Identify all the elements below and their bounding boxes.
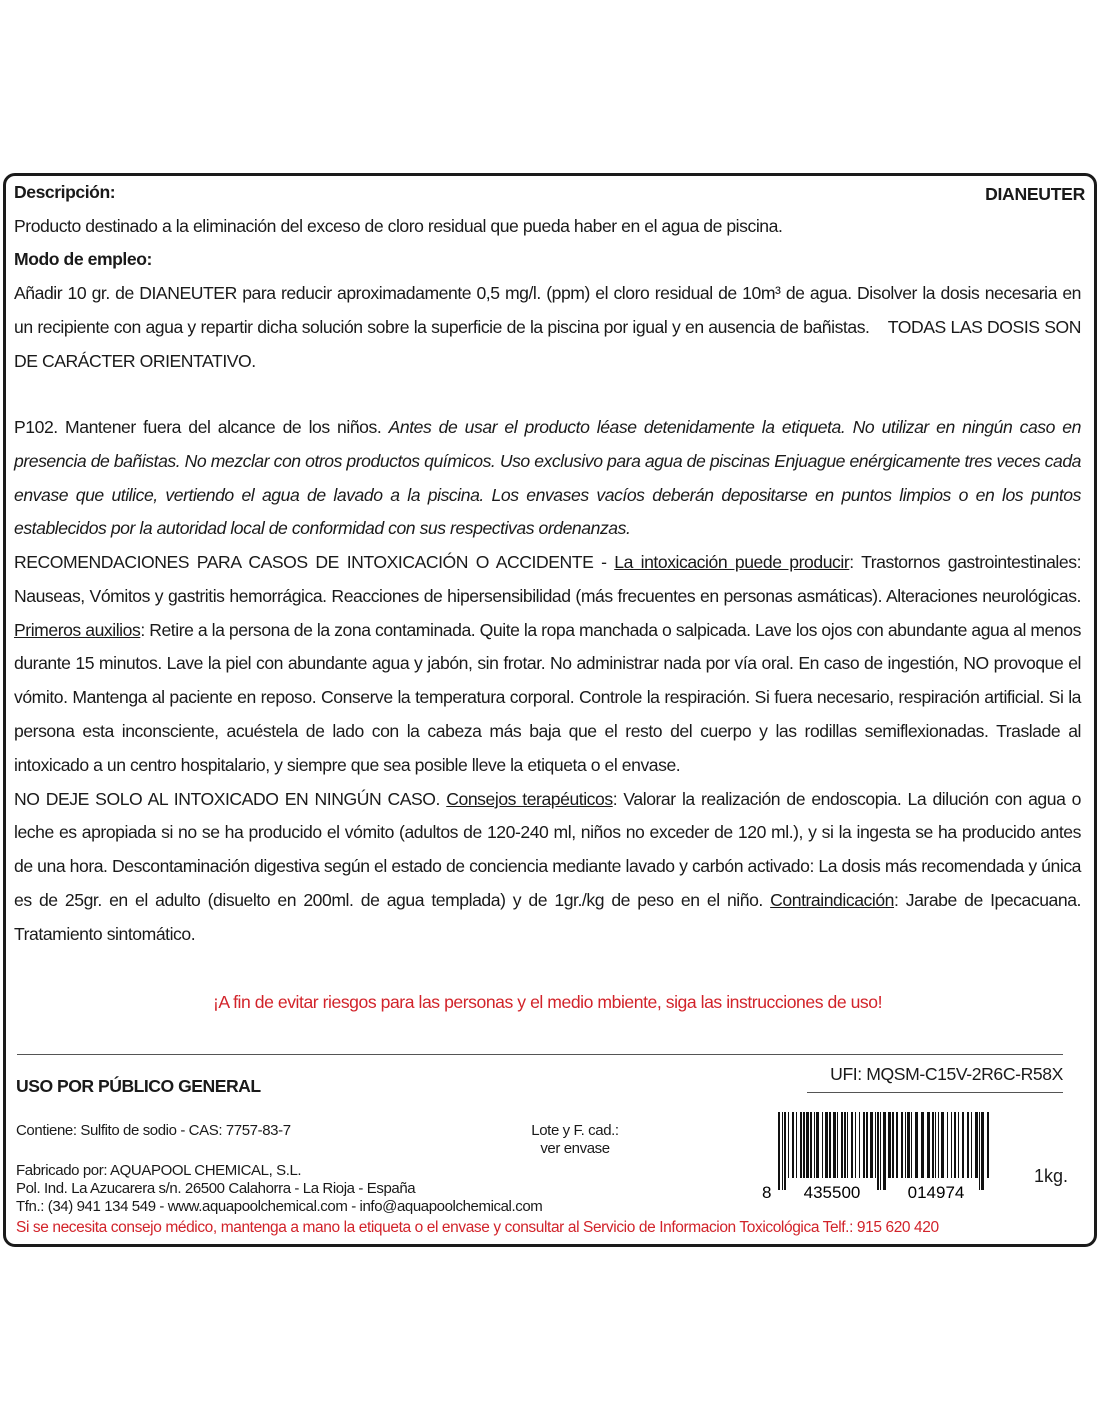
rec-intro: RECOMENDACIONES PARA CASOS DE INTOXICACIÓN O ACCIDENTE - bbox=[14, 552, 615, 572]
barcode-bar bbox=[870, 1112, 873, 1178]
barcode-bar bbox=[841, 1112, 843, 1178]
public-use: USO POR PÚBLICO GENERAL bbox=[16, 1076, 261, 1096]
manufacturer bbox=[16, 1162, 542, 1216]
rec-heading-therapeutic: Consejos terapéuticos bbox=[446, 788, 613, 809]
barcode-bar bbox=[796, 1112, 797, 1178]
lot-value: ver envase bbox=[540, 1140, 610, 1157]
description-text: Producto destinado a la eliminación del exceso de cloro residual que pueda haber en el agua de piscina. bbox=[14, 216, 783, 236]
barcode-bar bbox=[962, 1112, 964, 1178]
barcode-bar bbox=[888, 1112, 891, 1178]
barcode-bar bbox=[938, 1112, 939, 1178]
safety-italic: Antes de usar el producto léase detenidamente la etiqueta. No utilizar en ningún caso en presencia de bañistas. No mezclar con otros productos químicos. Uso exclusivo para agua de piscinas Enjuague enérgicamente tres veces cada envase que utilice, vertiendo el agua de lavado a la piscina. Los envases vacíos deberán depositarse en puntos limpios o en los puntos establecidos por la autoridad local de conformidad con sus respectivas ordenanzas. bbox=[14, 417, 1081, 539]
barcode-bar bbox=[803, 1112, 805, 1178]
lot-label: Lote y F. cad.: bbox=[531, 1122, 619, 1139]
net-weight: 1kg. bbox=[1034, 1166, 1069, 1186]
contains-text: Contiene: Sulfito de sodio - CAS: 7757-83-7 bbox=[16, 1122, 291, 1139]
description-title: Descripción: bbox=[14, 182, 116, 202]
barcode bbox=[760, 1108, 1000, 1203]
barcode-bar bbox=[880, 1112, 881, 1190]
barcode-bar bbox=[892, 1112, 894, 1178]
rec-symptoms: : Trastornos gastrointestinales: Nauseas, Vómitos y gastritis hemorrágica. Reacciones de hipersensibilidad (más frecuentes en personas asmáticas). Alteraciones neurológicas. bbox=[14, 552, 1082, 606]
barcode-bar bbox=[941, 1112, 944, 1178]
divider bbox=[17, 1054, 1063, 1055]
barcode-bar bbox=[851, 1112, 853, 1178]
barcode-bar bbox=[975, 1112, 978, 1178]
barcode-bar bbox=[822, 1112, 823, 1178]
barcode-bar bbox=[979, 1112, 980, 1190]
rec-therapeutic: : Valorar la realización de endoscopia. La dilución con agua o leche es apropiada si no se ha producido el vómito (adultos de 120-240 ml, niños no exceder de 120 ml.), y si la ingesta se ha producido antes de una hora. Descontaminación digestiva según el estado de conciencia mediante lavado y carbón activado: La dosis más recomendada y única es de 25gr. en el adulto (disuelto en 200ml. de agua templada) y de 1gr./kg de peso en el niño. bbox=[14, 788, 1082, 910]
barcode-bar bbox=[829, 1112, 831, 1178]
lot-info bbox=[490, 1122, 660, 1158]
rec-first-aid: : Retire a la persona de la zona contaminada. Quite la ropa manchada o salpicada. Lave los ojos con abundante agua al menos durante 15 minutos. Lave la piel con abundante agua y jabón, sin frotar. No administrar nada por vía oral. En caso de ingestión, NO provoque el vómito. Mantenga al paciente en reposo. Conserve la temperatura corporal. Controle la respiración. Si fuera necesario, respiración artificial. Si la persona esta inconsciente, acuéstela de lado con la cabeza más baja que el resto del cuerpo y las rodillas semiflexionadas. Traslade al intoxicado a un centro hospitalario, y siempre que sea posible lleve la etiqueta o el envase. bbox=[14, 619, 1081, 775]
barcode-bar bbox=[806, 1112, 809, 1178]
barcode-bar bbox=[987, 1112, 989, 1178]
barcode-bar bbox=[833, 1112, 836, 1178]
barcode-bar bbox=[788, 1112, 789, 1178]
usage-instructions: Añadir 10 gr. de DIANEUTER para reducir aproximadamente 0,5 mg/l. (ppm) el cloro residual de 10m³ de agua. Disolver la dosis necesaria en un recipiente con agua y repartir dicha solución sobre la superficie de la piscina por igual y en ausencia de bañistas. bbox=[14, 283, 1081, 337]
barcode-bar bbox=[883, 1112, 886, 1190]
barcode-bar bbox=[981, 1112, 984, 1190]
barcode-bar bbox=[967, 1112, 969, 1178]
rec-heading-first-aid: Primeros auxilios bbox=[14, 619, 141, 640]
barcode-bar bbox=[814, 1112, 815, 1178]
barcode-bar bbox=[947, 1112, 948, 1178]
barcode-bar bbox=[935, 1112, 936, 1178]
barcode-digit-1: 8 bbox=[762, 1183, 772, 1202]
safety-text bbox=[14, 411, 1081, 546]
usage-note: TODAS LAS DOSIS SON DE CARÁCTER ORIENTATIVO. bbox=[14, 316, 1081, 371]
barcode-bar bbox=[875, 1112, 876, 1178]
barcode-digits-left: 435500 bbox=[803, 1183, 861, 1202]
rec-heading-symptoms: La intoxicación puede producir bbox=[614, 552, 850, 572]
barcode-bar bbox=[778, 1112, 780, 1190]
rec-do-not-leave: NO DEJE SOLO AL INTOXICADO EN NINGÚN CASO. bbox=[14, 788, 447, 809]
barcode-bar bbox=[927, 1112, 930, 1178]
barcode-bar bbox=[837, 1112, 838, 1178]
barcode-bar bbox=[844, 1112, 846, 1178]
maker-address: Pol. Ind. La Azucarera s/n. 26500 Calahorra - La Rioja - España bbox=[16, 1180, 416, 1197]
barcode-bar bbox=[907, 1112, 910, 1178]
brand-name: DIANEUTER bbox=[985, 184, 1085, 204]
barcode-bar bbox=[921, 1112, 924, 1178]
maker-name: Fabricado por: AQUAPOOL CHEMICAL, S.L. bbox=[16, 1162, 302, 1179]
barcode-bar bbox=[800, 1112, 802, 1178]
ufi-code: UFI: MQSM-C15V-2R6C-R58X bbox=[830, 1064, 1063, 1084]
barcode-bar bbox=[915, 1112, 918, 1178]
usage-title: Modo de empleo: bbox=[14, 249, 152, 269]
barcode-bar bbox=[877, 1112, 879, 1190]
barcode-bar bbox=[859, 1112, 860, 1178]
barcode-bar bbox=[896, 1112, 898, 1178]
barcode-bar bbox=[951, 1112, 952, 1178]
barcode-bar bbox=[810, 1112, 812, 1178]
barcode-bar bbox=[792, 1112, 794, 1178]
barcode-bar bbox=[905, 1112, 906, 1178]
usage-text bbox=[14, 277, 1081, 378]
ufi-underline bbox=[807, 1092, 1063, 1093]
recommendations bbox=[14, 546, 1081, 952]
barcode-bar bbox=[971, 1112, 972, 1178]
barcode-digits-right: 014974 bbox=[907, 1183, 965, 1202]
p102: P102. Mantener fuera del alcance de los niños. bbox=[14, 417, 382, 437]
barcode-bar bbox=[901, 1112, 903, 1178]
barcode-bar bbox=[954, 1112, 956, 1178]
barcode-bar bbox=[866, 1112, 868, 1178]
barcode-bar bbox=[825, 1112, 828, 1178]
barcode-bar bbox=[782, 1112, 783, 1190]
barcode-bars bbox=[778, 1112, 989, 1190]
barcode-bar bbox=[855, 1112, 856, 1178]
medical-advice: Si se necesita consejo médico, mantenga a mano la etiqueta o el envase y consultar al Servicio de Informacion Toxicológica Telf.: 915 620 420 bbox=[16, 1219, 939, 1236]
barcode-bar bbox=[847, 1112, 848, 1178]
maker-contact: Tfn.: (34) 941 134 549 - www.aquapoolchemical.com - info@aquapoolchemical.com bbox=[16, 1198, 543, 1215]
barcode-bar bbox=[863, 1112, 865, 1178]
warning-text: ¡A fin de evitar riesgos para las personas y el medio mbiente, siga las instrucciones de uso! bbox=[212, 992, 883, 1012]
rec-heading-contraindication: Contraindicación bbox=[770, 889, 895, 910]
barcode-bar bbox=[911, 1112, 912, 1178]
barcode-bar bbox=[784, 1112, 786, 1190]
barcode-bar bbox=[932, 1112, 934, 1178]
barcode-bar bbox=[958, 1112, 959, 1178]
barcode-bar bbox=[816, 1112, 819, 1178]
rec-contraindication: : Jarabe de Ipecacuana. Tratamiento sintomático. bbox=[14, 889, 1081, 944]
